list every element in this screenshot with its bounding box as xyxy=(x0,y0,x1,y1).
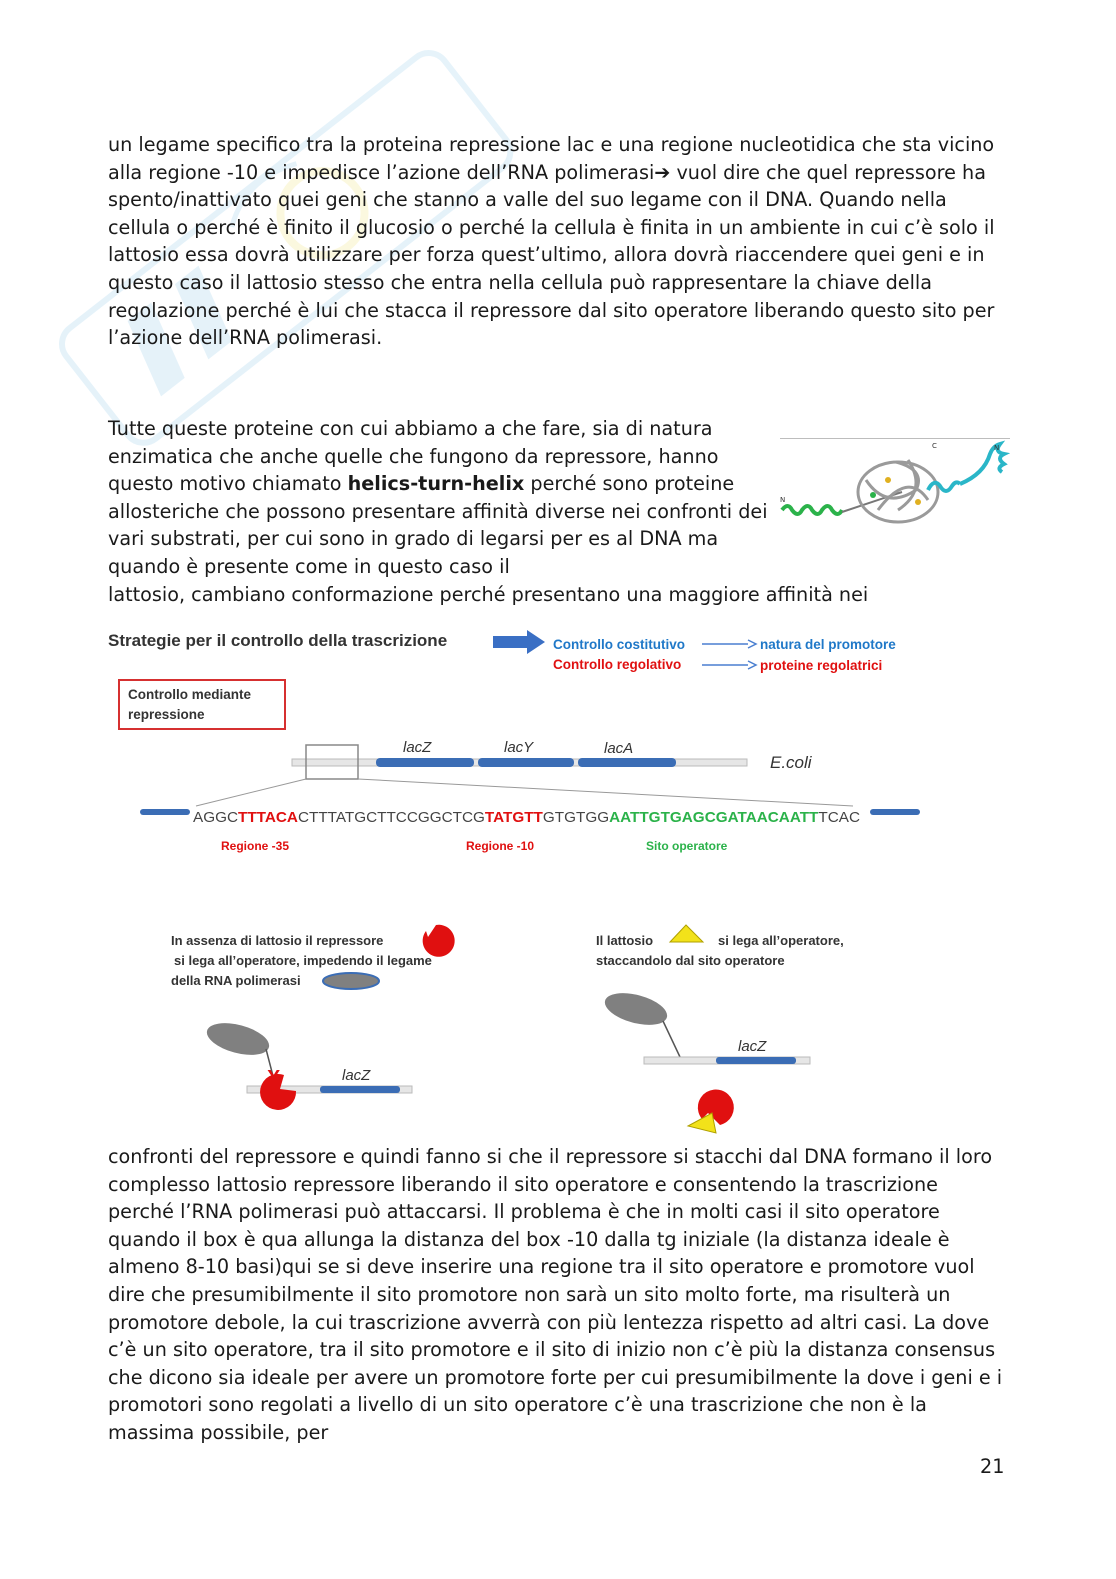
paragraph-2 xyxy=(108,415,869,608)
lac-operon-diagram xyxy=(108,628,938,1148)
paragraph-2-text: Tutte queste proteine con cui abbiamo a che fare, sia di natura enzimatica che anche quelle che fungono da repressore, hanno questo motivo chiamato xyxy=(108,417,719,496)
polymerase-icon xyxy=(323,973,379,989)
present-text-line1: Il lattosio xyxy=(596,933,654,948)
protein-label-n-end: N xyxy=(994,444,1000,452)
paragraph-2-text-end: perché sono proteine allosteriche che possono presentare affinità diverse nei confronti dei vari substrati, per cui sono in grado di legarsi per es al DNA ma quando è presente come in questo caso il xyxy=(108,472,768,578)
constitutive-control: Controllo costitutivo xyxy=(553,637,685,652)
protein-structure-image xyxy=(778,440,1010,552)
operator-site-label: Sito operatore xyxy=(646,839,728,853)
promoter-nature: natura del promotore xyxy=(760,637,896,652)
protein-label-c: C xyxy=(932,442,937,450)
gene-lacz-label: lacZ xyxy=(403,739,432,756)
gene-laca xyxy=(578,758,676,767)
region-10-label: Regione -10 xyxy=(466,839,535,853)
paragraph-3: confronti del repressore e quindi fanno si che il repressore si stacchi dal DNA formano il loro complesso lattosio repressore liberando il sito operatore e consentendo la trascrizione perché l’RNA polimerasi può attaccarsi. Il problema è che in molti casi il sito operatore quando il box è qua allunga la distanza del box -10 dalla tg iniziale (la distanza ideale è almeno 8-10 basi)qui se si deve inserire una regione tra il sito operatore e promotore vuol dire che presumibilmente il sito promotore non sarà un sito molto forte, ma risulterà un promotore debole, la cui trascrizione avverrà con più lentezza rispetto ad altri casi. La dove c’è un sito operatore, tra il sito promotore e il sito di inizio non c’è più la distanza consensus che dicono sia ideale per avere un promotore forte per cui presumibilmente la dove i geni e i promotori sono regolati a livello di un sito operatore c’è una trascrizione che non è la massima possibile, per xyxy=(108,1145,1003,1444)
rna-polymerase-active xyxy=(601,987,670,1031)
paragraph-2-last-line: lattosio, cambiano conformazione perché presentano una maggiore affinità nei xyxy=(108,582,869,606)
helix-turn-helix-term: helics-turn-helix xyxy=(347,472,525,496)
absent-text-line3: della RNA polimerasi xyxy=(171,973,301,988)
lacz-left-label: lacZ xyxy=(342,1067,371,1084)
gene-lacy-label: lacY xyxy=(504,739,534,756)
figure-top-rule xyxy=(780,438,1010,439)
lacz-right-label: lacZ xyxy=(738,1038,767,1055)
region-35-label: Regione -35 xyxy=(221,839,290,853)
organism-label: E.coli xyxy=(770,753,812,772)
bound-repressor-icon xyxy=(260,1074,296,1110)
gene-lacz xyxy=(376,758,474,767)
page-number: 21 xyxy=(980,1455,1005,1478)
protein-label-n: N xyxy=(780,496,786,504)
absent-text-line2: si lega all’operatore, impedendo il legame xyxy=(174,953,432,968)
big-arrow-icon xyxy=(493,630,545,654)
lactose-icon xyxy=(670,925,703,942)
gene-lacy xyxy=(478,758,574,767)
present-text-line2: staccandolo dal sito operatore xyxy=(596,953,785,968)
regulative-control: Controllo regolativo xyxy=(553,657,682,672)
gene-laca-label: lacA xyxy=(604,740,634,757)
paragraph-1: un legame specifico tra la proteina repressione lac e una regione nucleotidica che sta vicino alla regione -10 e impedisce l’azione dell’RNA polimerasi➔ vuol dire che quel repressore ha spento/inattivato quei geni che stanno a valle del suo legame con il DNA. Quando nella cellula o perché è finito il glucosio o perché la cellula è finita in un ambiente in cui c’è solo il lattosio essa dovrà utilizzare per forza quest’ultimo, allora dovrà riaccendere quei geni e in questo caso il lattosio stesso che entra nella cellula può rappresentare la chiave della regolazione perché è lui che stacca il repressore dal sito operatore liberando questo sito per l’azione dell’RNA polimerasi. xyxy=(108,133,995,350)
absent-text-line1: In assenza di lattosio il repressore xyxy=(171,933,384,948)
promoter-sequence: AGGCTTTACACTTTATGCTTCCGGCTCG TATGTTGTGTGGAATTGTGAGCGATAACAATT TCAC xyxy=(193,809,860,826)
diagram-title: Strategie per il controllo della trascrizione xyxy=(108,631,448,650)
regulatory-proteins: proteine regolatrici xyxy=(760,658,883,673)
repressor-icon xyxy=(423,925,455,957)
present-text-line1b: si lega all’operatore, xyxy=(718,933,844,948)
rna-polymerase-blocked xyxy=(203,1017,272,1061)
repression-box-line2: repressione xyxy=(128,707,205,722)
repression-box-line1: Controllo mediante xyxy=(128,687,252,702)
